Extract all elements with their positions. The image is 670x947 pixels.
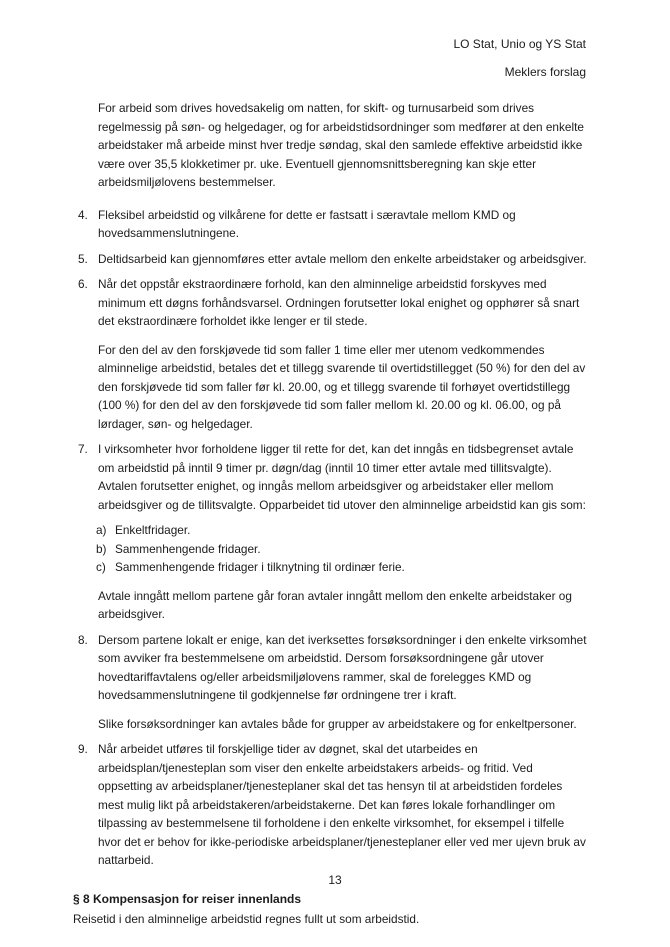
item-paragraph: For den del av den forskjøvede tid som faller 1 time eller mer utenom vedkommendes alminnelige arbeidstid, betales det et tillegg svarende til overtidstillegget (50 %) for den del av den forskjøvede tid som faller før kl. 20.00, og et tillegg svarende til forhøyet overtidstillegg (100 %) for den del av den forskjøvede tid som faller mellom kl. 20.00 og kl. 06.00, og på lørdager, søn- og helgedager. (98, 342, 586, 431)
sub-item-b (96, 540, 585, 559)
list-item-5 (78, 250, 590, 269)
list-item-4 (78, 206, 590, 243)
sub-item-text: Sammenhengende fridager. (115, 541, 261, 556)
section-heading: § 8 Kompensasjon for reiser innenlands (73, 891, 302, 906)
list-item-8 (78, 631, 590, 734)
item-text: Deltidsarbeid kan gjennomføres etter avtale mellom den enkelte arbeidstaker og arbeidsgiver. (98, 251, 587, 266)
sub-item-c (96, 558, 585, 577)
header-subtitle: Meklers forslag (504, 65, 586, 79)
list-item-7 (78, 440, 590, 514)
list-item-6 (78, 275, 590, 433)
item-number: 9. (78, 742, 88, 756)
item-text: I virksomheter hvor forholdene ligger til rette for det, kan det inngås en tidsbegrenset avtale om arbeidstid på inntil 9 timer pr. døgn/dag (inntil 10 timer etter avtale med tillitsvalgte). Avtalen forutsetter enighet, og inngås mellom arbeidsgiver og arbeidstaker eller mellom arbeidsgiver og de tillitsvalgte. Opparbeidet tid utover den alminnelige arbeidstid kan gis som: (98, 442, 586, 512)
item-text: Når arbeidet utføres til forskjellige tider av døgnet, skal det utarbeides en arbeidsplan/tjenesteplan som viser den enkelte arbeidstakers arbeids- og fritid. Ved oppsetting av arbeidsplaner/tjenesteplaner skal det tas hensyn til at arbeidstiden fordeles mest mulig likt på arbeidstakeren/arbeidstakerne. Det kan føres lokale forhandlinger om tilpassing av bestemmelsene til forholdene i den enkelte virksomhet, for eksempel i tilfelle hvor det er behov for ikke-periodiske arbeidsplaner/tjenesteplaner eller ved mer ujevn bruk av nattarbeid. (98, 742, 586, 867)
item-text: Fleksibel arbeidstid og vilkårene for dette er fastsatt i særavtale mellom KMD og hovedsammenslutningene. (98, 207, 516, 240)
sub-item-letter: c) (96, 560, 106, 574)
sub-item-letter: a) (96, 523, 107, 537)
sub-item-text: Sammenhengende fridager i tilknytning til ordinær ferie. (115, 560, 405, 574)
sub-item-text: Enkeltfridager. (115, 523, 191, 537)
item-number: 8. (78, 632, 88, 647)
header-parties: LO Stat, Unio og YS Stat (453, 37, 586, 51)
item-number: 4. (78, 207, 88, 222)
document-body (0, 99, 670, 929)
list-item-9 (78, 740, 590, 870)
sub-item-a (96, 521, 585, 540)
item-paragraph: Slike forsøksordninger kan avtales både for grupper av arbeidstakere og for enkeltpersoner. (98, 716, 577, 731)
item-7-paragraph: Avtale inngått mellom partene går foran avtaler inngått mellom den enkelte arbeidstaker og arbeidsgiver. (98, 588, 572, 621)
intro-paragraph: For arbeid som drives hovedsakelig om natten, for skift- og turnusarbeid som drives regelmessig på søn- og helgedager, og for arbeidstidsordninger som medfører at den enkelte arbeidstaker må arbeide minst hver tredje søndag, skal den samlede effektive arbeidstid ikke være over 35,5 klokketimer pr. uke. Eventuell gjennomsnittsberegning kan skje etter arbeidsmiljølovens bestemmelser. (98, 101, 584, 189)
item-number: 6. (78, 277, 88, 291)
section-text: Reisetid i den alminnelige arbeidstid regnes fullt ut som arbeidstid. (73, 912, 420, 926)
sub-item-letter: b) (96, 541, 107, 556)
item-text: Dersom partene lokalt er enige, kan det iverksettes forsøksordninger i den enkelte virksomhet som avviker fra bestemmelsene om arbeidstid. Dersom forsøksordningene går utover hovedtariffavtalens og/eller arbeidsmiljølovens rammer, skal de forelegges KMD og hovedsammenslutningene til godkjennelse før ordningene trer i kraft. (98, 632, 587, 702)
item-text: Når det oppstår ekstraordinære forhold, kan den alminnelige arbeidstid forskyves med minimum ett døgns forhåndsvarsel. Ordningen forutsetter lokal enighet og opphører så snart det ekstraordinære forholdet ikke lenger er til stede. (98, 277, 580, 328)
item-number: 7. (78, 442, 88, 456)
page-number: 13 (328, 873, 342, 887)
item-number: 5. (78, 251, 88, 266)
